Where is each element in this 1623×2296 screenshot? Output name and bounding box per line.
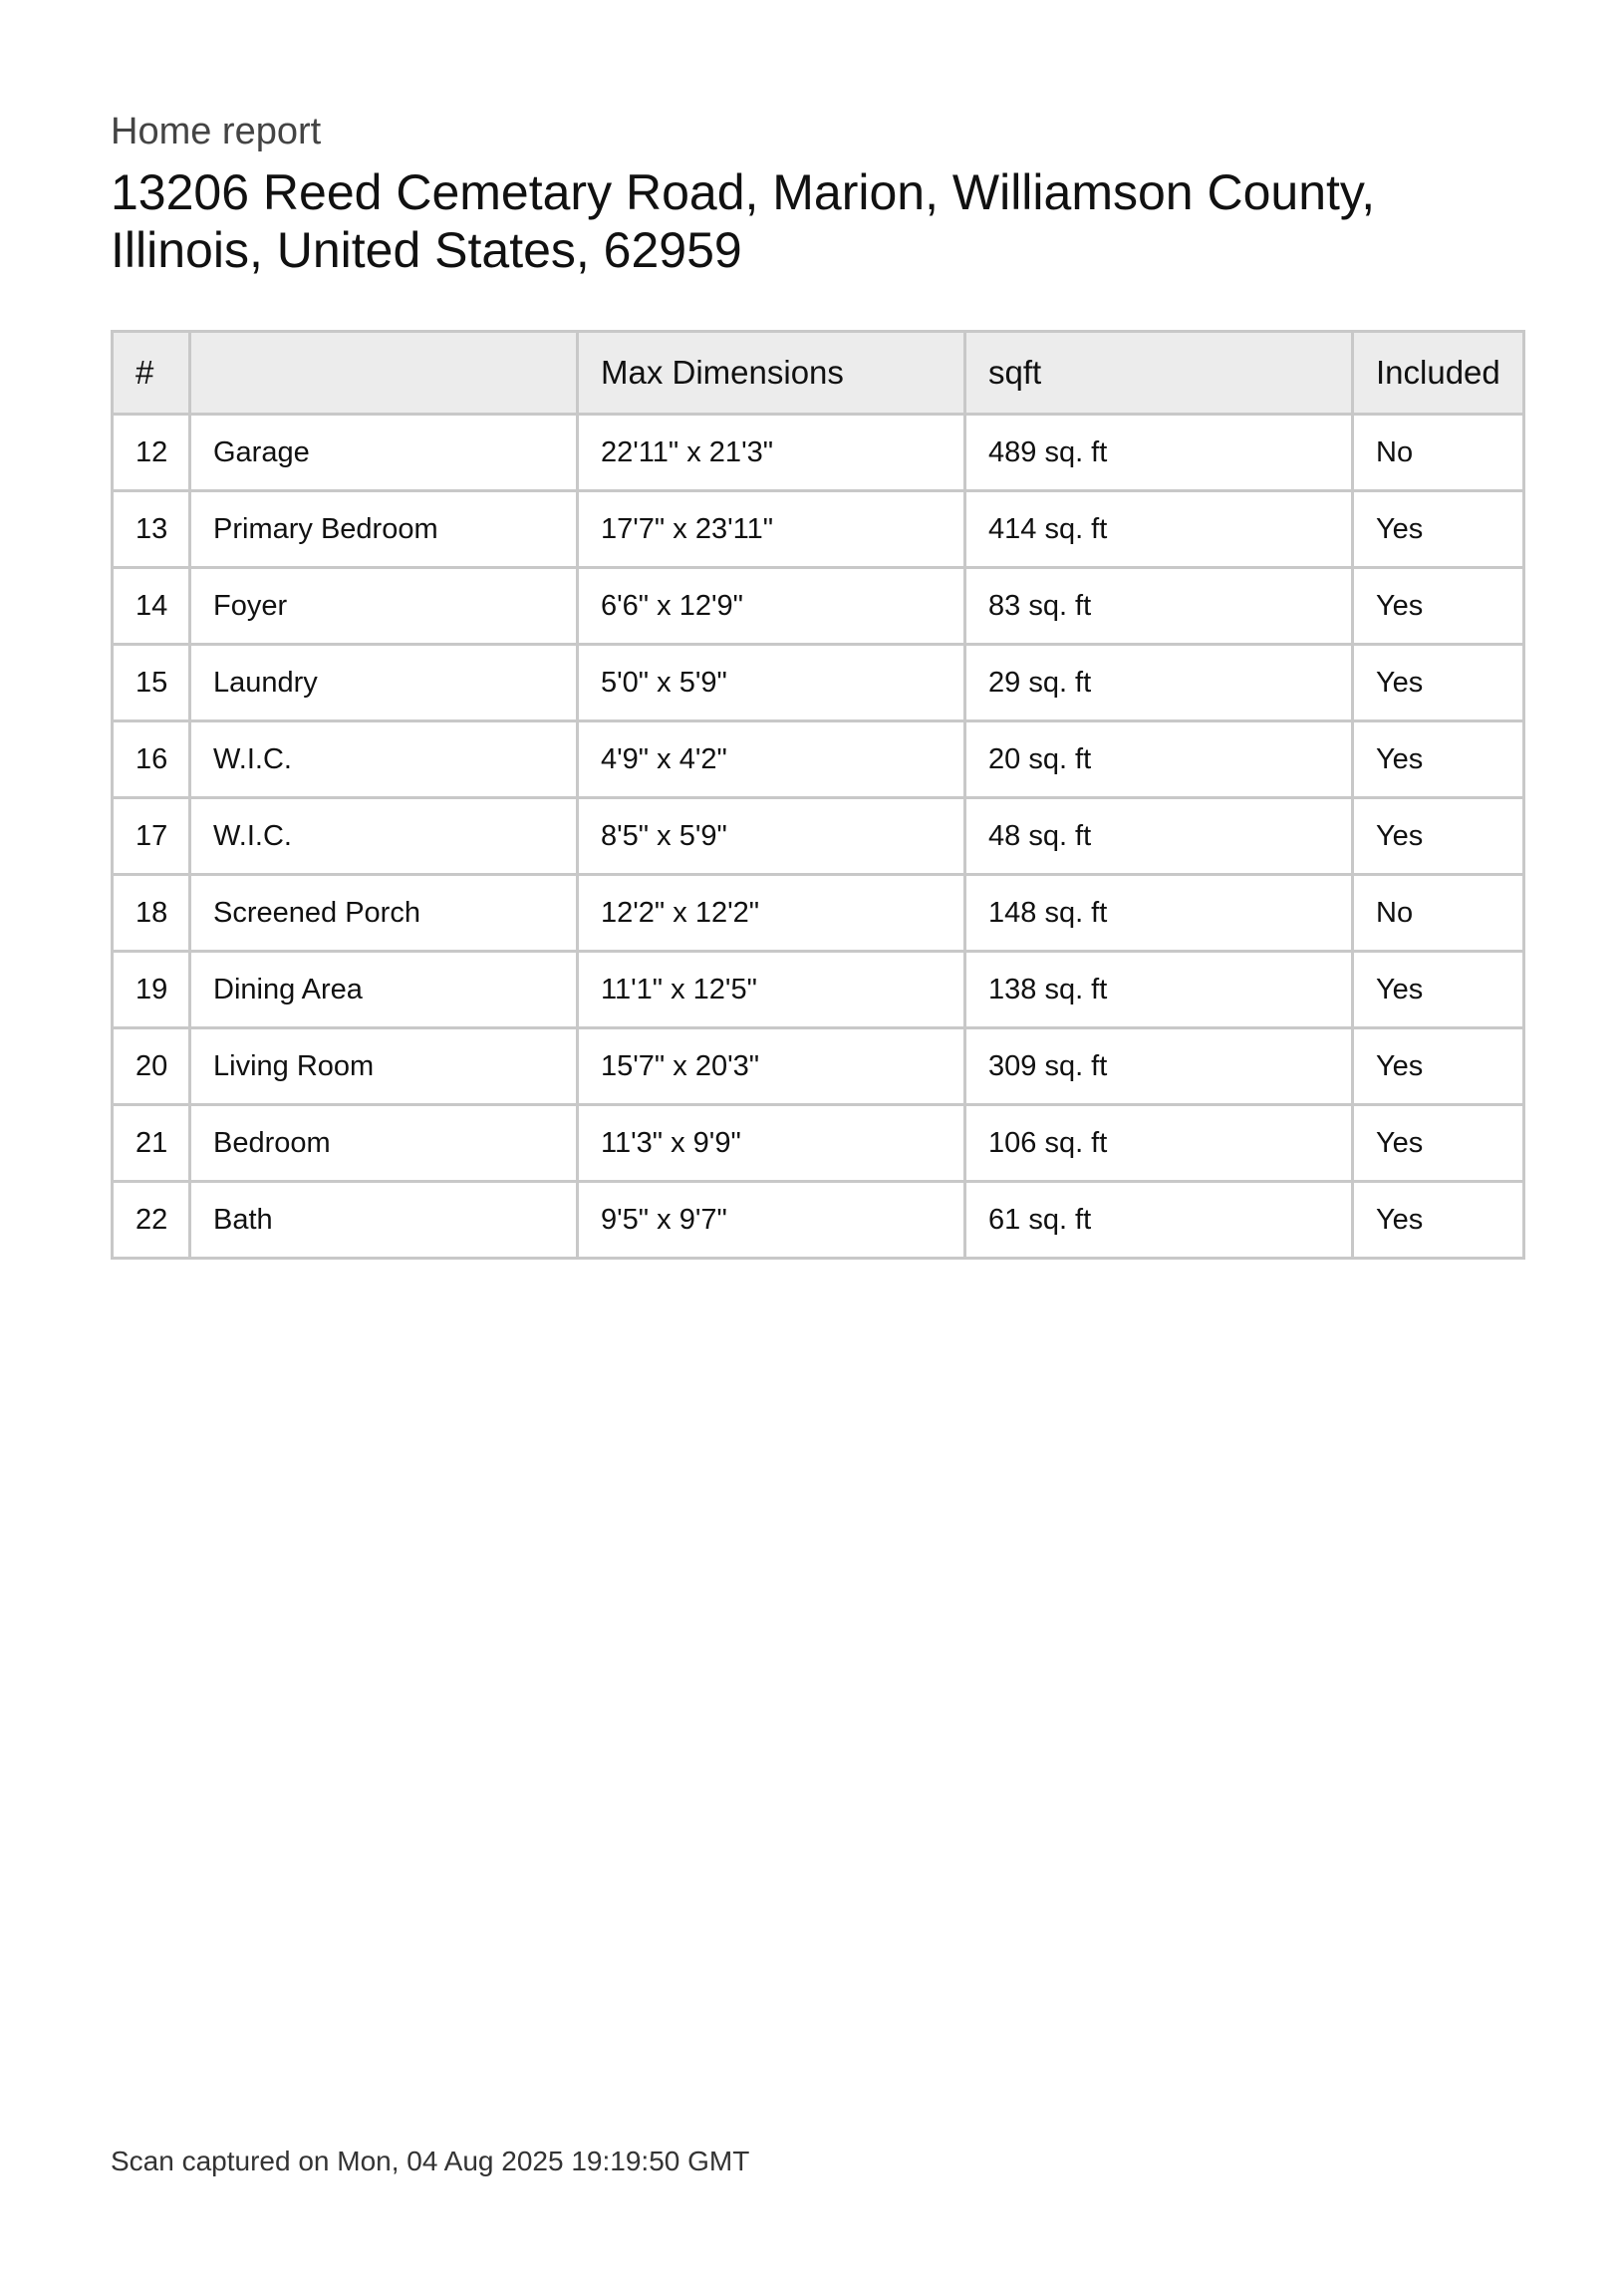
cell-dimensions: 15'7" x 20'3" [578, 1028, 965, 1105]
cell-dimensions: 9'5" x 9'7" [578, 1182, 965, 1259]
cell-included: Yes [1353, 568, 1524, 645]
cell-dimensions: 17'7" x 23'11" [578, 491, 965, 568]
cell-room-name: W.I.C. [190, 798, 578, 875]
cell-room-name: Foyer [190, 568, 578, 645]
cell-number: 13 [113, 491, 190, 568]
cell-sqft: 48 sq. ft [965, 798, 1353, 875]
column-header-dimensions: Max Dimensions [578, 332, 965, 415]
cell-room-name: Laundry [190, 645, 578, 721]
cell-sqft: 29 sq. ft [965, 645, 1353, 721]
cell-number: 22 [113, 1182, 190, 1259]
cell-room-name: Garage [190, 415, 578, 491]
table-row [113, 1028, 1524, 1105]
cell-included: Yes [1353, 798, 1524, 875]
cell-included: Yes [1353, 952, 1524, 1028]
cell-sqft: 106 sq. ft [965, 1105, 1353, 1182]
table-row [113, 1105, 1524, 1182]
cell-number: 12 [113, 415, 190, 491]
cell-room-name: Dining Area [190, 952, 578, 1028]
cell-dimensions: 6'6" x 12'9" [578, 568, 965, 645]
cell-dimensions: 5'0" x 5'9" [578, 645, 965, 721]
cell-included: Yes [1353, 721, 1524, 798]
table-row [113, 645, 1524, 721]
cell-included: Yes [1353, 645, 1524, 721]
table-row [113, 721, 1524, 798]
cell-sqft: 61 sq. ft [965, 1182, 1353, 1259]
cell-dimensions: 22'11" x 21'3" [578, 415, 965, 491]
cell-sqft: 138 sq. ft [965, 952, 1353, 1028]
table-row [113, 875, 1524, 952]
cell-sqft: 414 sq. ft [965, 491, 1353, 568]
cell-room-name: W.I.C. [190, 721, 578, 798]
cell-number: 14 [113, 568, 190, 645]
cell-sqft: 309 sq. ft [965, 1028, 1353, 1105]
cell-dimensions: 11'1" x 12'5" [578, 952, 965, 1028]
table-row [113, 952, 1524, 1028]
table-row [113, 568, 1524, 645]
cell-dimensions: 4'9" x 4'2" [578, 721, 965, 798]
cell-included: Yes [1353, 1105, 1524, 1182]
cell-room-name: Bedroom [190, 1105, 578, 1182]
table-row [113, 1182, 1524, 1259]
cell-number: 16 [113, 721, 190, 798]
column-header-name [190, 332, 578, 415]
report-title: 13206 Reed Cemetary Road, Marion, Williamson County, Illinois, United States, 62959 [111, 164, 1376, 278]
cell-number: 17 [113, 798, 190, 875]
column-header-number: # [113, 332, 190, 415]
cell-included: No [1353, 875, 1524, 952]
cell-room-name: Primary Bedroom [190, 491, 578, 568]
cell-dimensions: 8'5" x 5'9" [578, 798, 965, 875]
cell-included: Yes [1353, 1182, 1524, 1259]
cell-sqft: 148 sq. ft [965, 875, 1353, 952]
cell-dimensions: 11'3" x 9'9" [578, 1105, 965, 1182]
cell-included: Yes [1353, 1028, 1524, 1105]
scan-timestamp: Scan captured on Mon, 04 Aug 2025 19:19:50 GMT [111, 2146, 750, 2176]
cell-number: 18 [113, 875, 190, 952]
cell-room-name: Screened Porch [190, 875, 578, 952]
cell-room-name: Living Room [190, 1028, 578, 1105]
cell-number: 19 [113, 952, 190, 1028]
cell-sqft: 489 sq. ft [965, 415, 1353, 491]
cell-included: No [1353, 415, 1524, 491]
cell-dimensions: 12'2" x 12'2" [578, 875, 965, 952]
column-header-sqft: sqft [965, 332, 1353, 415]
table-header-row [113, 332, 1524, 415]
cell-sqft: 83 sq. ft [965, 568, 1353, 645]
cell-room-name: Bath [190, 1182, 578, 1259]
cell-number: 15 [113, 645, 190, 721]
cell-sqft: 20 sq. ft [965, 721, 1353, 798]
table-row [113, 415, 1524, 491]
table-row [113, 491, 1524, 568]
table-row [113, 798, 1524, 875]
cell-number: 21 [113, 1105, 190, 1182]
column-header-included: Included [1353, 332, 1524, 415]
rooms-table [111, 330, 1525, 1260]
cell-number: 20 [113, 1028, 190, 1105]
report-kicker: Home report [111, 111, 322, 152]
cell-included: Yes [1353, 491, 1524, 568]
